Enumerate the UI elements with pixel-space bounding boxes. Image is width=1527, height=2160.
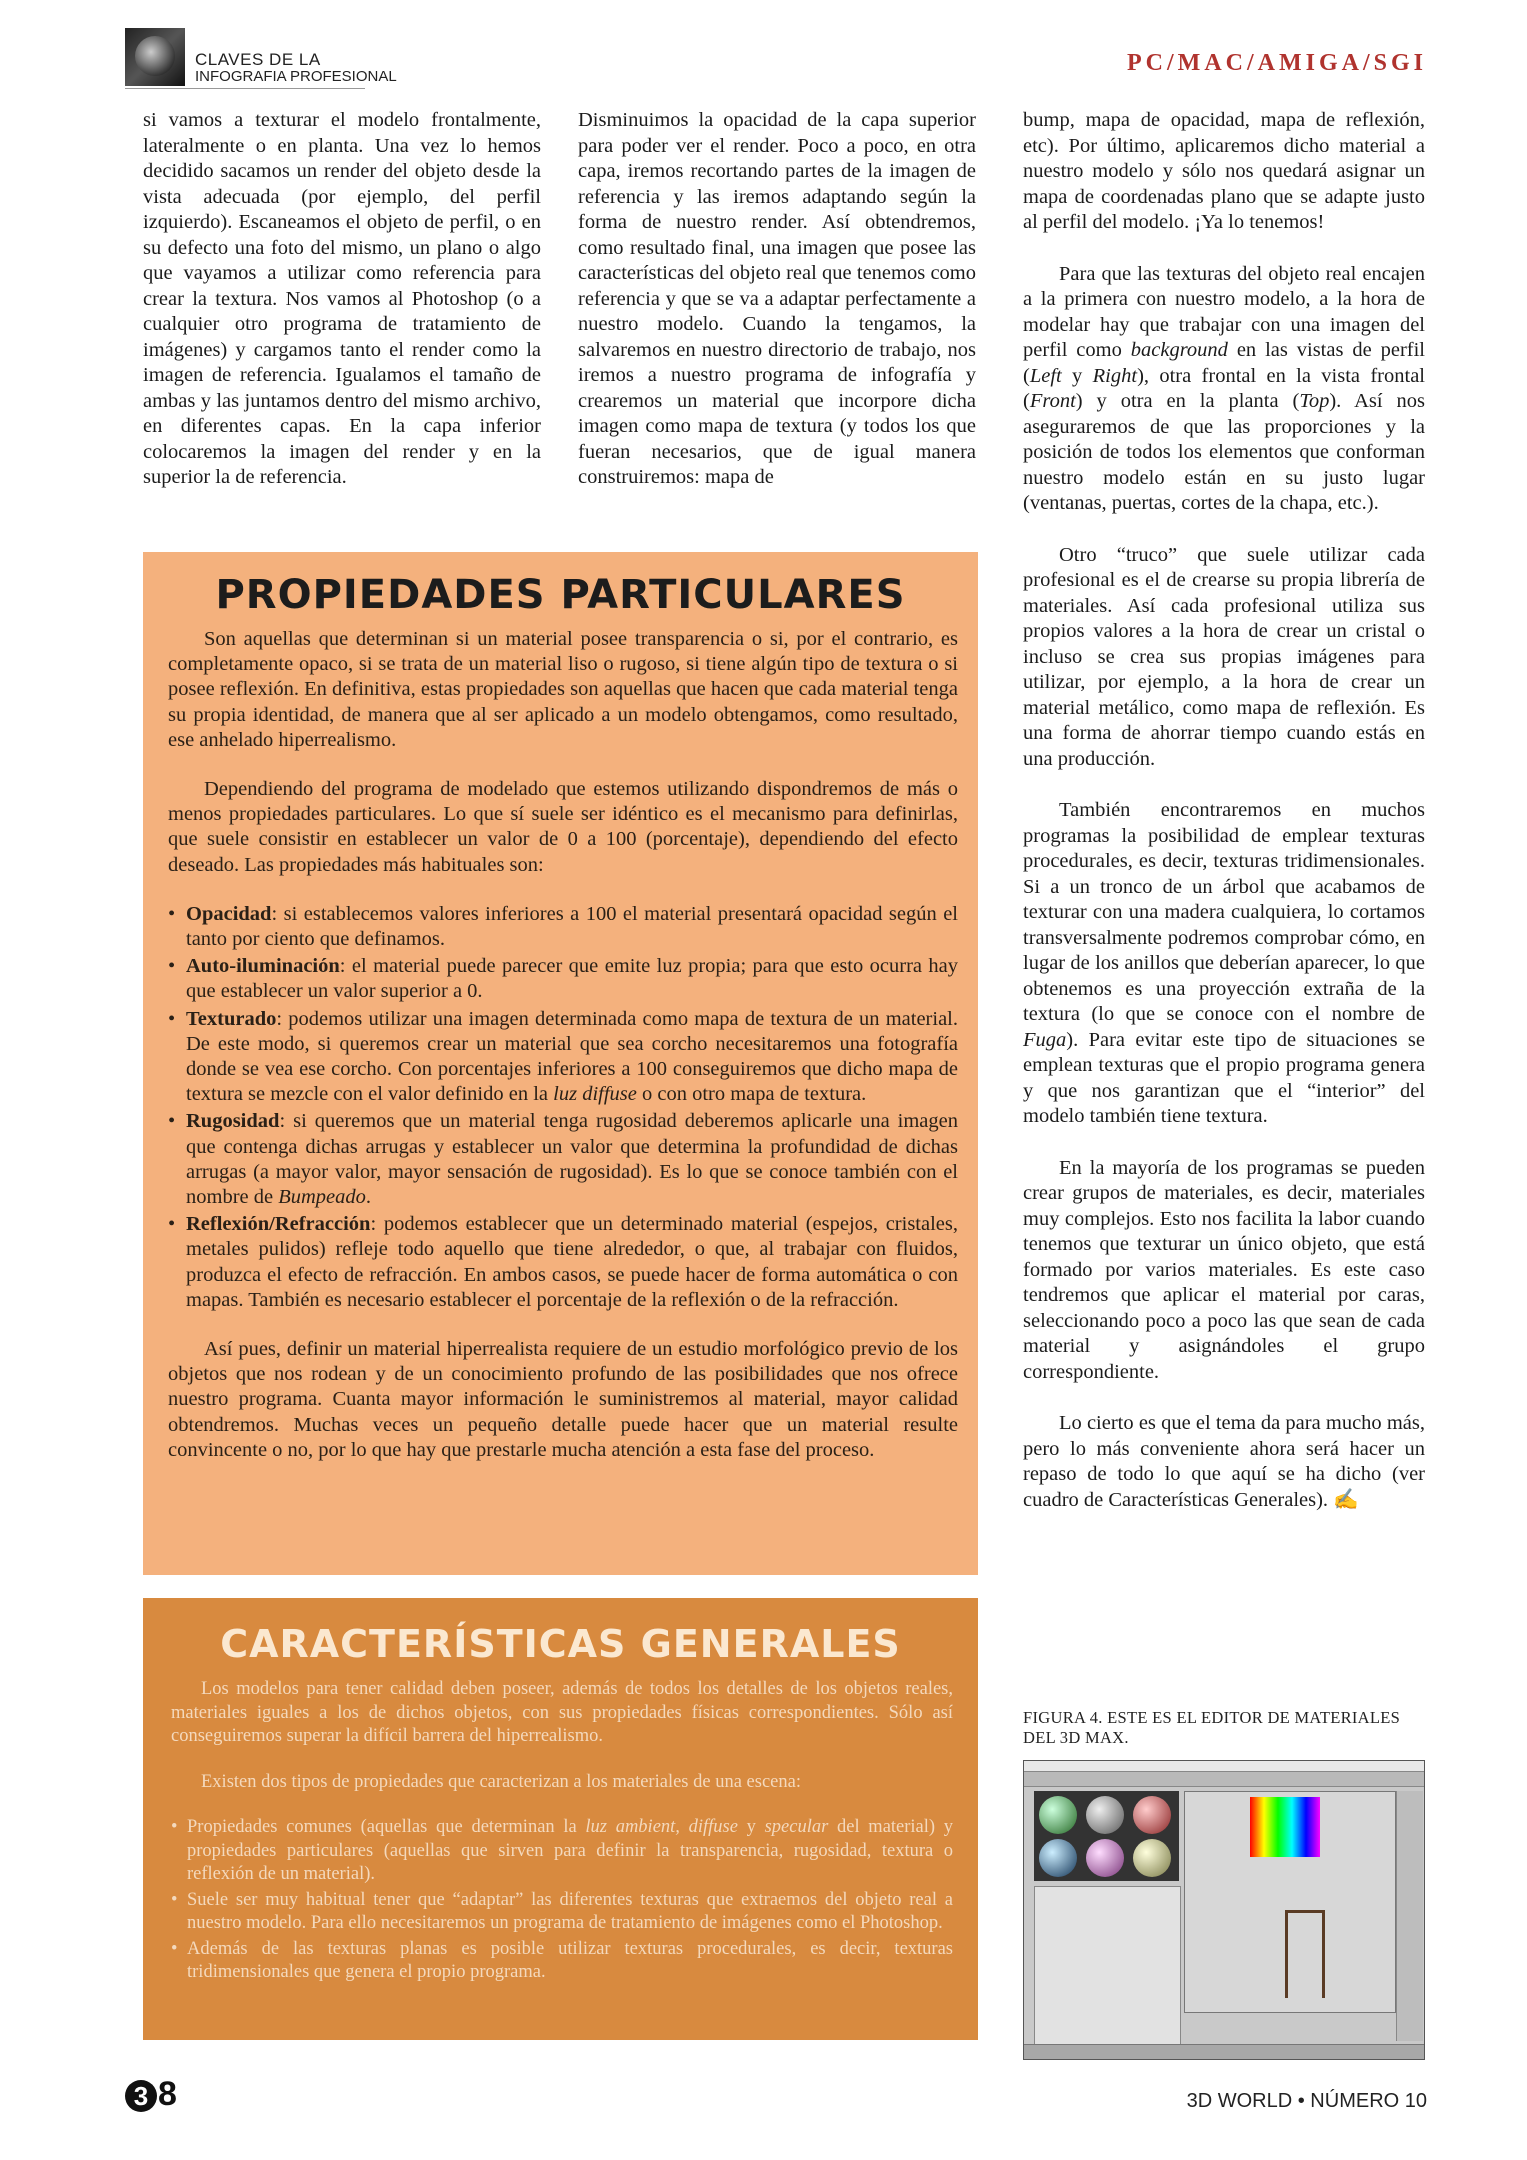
logo-symbol-icon bbox=[135, 36, 175, 76]
page-number-digit: 3 bbox=[125, 2080, 157, 2112]
property-term: Opacidad bbox=[186, 902, 272, 925]
page-number bbox=[125, 2075, 177, 2114]
italic-term: Front bbox=[1029, 390, 1076, 412]
body-paragraph: Otro “truco” que suele utilizar cada profesional es el de crearse su propia librería de materiales. Así cada profesional utiliza sus propios valores a la hora de crear un cristal o incluso se crea sus propias imágenes para utilizar, por ejemplo, a la hora de crear un material metálico, como mapa de reflexión. Es una forma de ahorrar tiempo cuando estás en una producción. bbox=[1023, 543, 1425, 770]
section-subtitle: INFOGRAFIA PROFESIONAL bbox=[195, 68, 397, 85]
list-item bbox=[168, 1212, 958, 1313]
italic-term: specular bbox=[764, 1817, 829, 1837]
section-title: CLAVES DE LA bbox=[195, 50, 321, 69]
text-run: : podemos establecer que un determinado material (espejos, cristales, metales pulidos) refleje todo aquello que tiene alrededor, o que, al trabajar con fluidos, produzca el efecto de refracción. En ambos casos, se puede hacer de forma automática o con mapas. También es necesario establecer el porcentaje de la reflexión o de la refracción. bbox=[186, 1213, 958, 1311]
platform-label: PC/MAC/AMIGA/SGI bbox=[1127, 50, 1427, 76]
text-run: ). Para evitar este tipo de situaciones se emplean texturas que el propio programa genera y que nos garantizan que el “interior” del modelo también tiene textura. bbox=[1023, 1028, 1425, 1127]
body-paragraph bbox=[1023, 262, 1425, 517]
footer-magazine: 3D WORLD • NÚMERO 10 bbox=[1186, 2090, 1427, 2112]
text-run: del material) y propiedades particulares (aquellas que sirven para definir la transparencia, rugosidad, textura o reflexión de un material). bbox=[187, 1817, 954, 1884]
list-item: • Suele ser muy habitual tener que “adaptar” las diferentes texturas que extraemos del objeto real a nuestro modelo. Para ello necesitaremos un programa de tratamiento de imágenes como el Photoshop. bbox=[171, 1889, 953, 1936]
italic-term: Fuga bbox=[1023, 1028, 1067, 1051]
text-run: ). Así nos aseguraremos de que las proporciones y la posición de todos los elementos que conforman nuestro modelo están en su justo lugar (ventanas, puertas, cortes de la chapa, etc.). bbox=[1023, 390, 1425, 514]
section-logo bbox=[125, 28, 185, 86]
box-title: PROPIEDADES PARTICULARES bbox=[215, 572, 906, 618]
figure-screenshot bbox=[1023, 1760, 1425, 2060]
body-paragraph: si vamos a texturar el modelo frontalmente, lateralmente o en planta. Una vez lo hemos decidido sacamos un render del objeto desde la vista adecuada (por ejemplo, del perfil izquierdo). Escaneamos el objeto de perfil, o en su defecto una foto del mismo, un plano o algo que vayamos a utilizar como referencia para crear la textura. Nos vamos al Photoshop (o a cualquier otro programa de tratamiento de imágenes) y cargamos tanto el render como la imagen de referencia. Igualamos el tamaño de ambas y las juntamos dentro del mismo archivo, en diferentes capas. En la capa inferior colocaremos la imagen del render y en la superior la de referencia. bbox=[143, 109, 541, 488]
text-run: Lo cierto es que el tema da para mucho más, pero lo más conveniente ahora será hacer un repaso de todo lo que aquí se ha dicho (ver cuadro de Características Generales). bbox=[1023, 1412, 1425, 1511]
text-run: y bbox=[737, 1817, 765, 1837]
list-item bbox=[168, 954, 958, 1004]
list-item bbox=[171, 1816, 953, 1887]
body-paragraph: Disminuimos la opacidad de la capa superior para poder ver el render. Poco a poco, en otra capa, iremos recortando partes de la imagen de referencia y las iremos adaptando según la forma de nuestro render. Así obtendremos, como resultado final, una imagen que posee las características del objeto real que tenemos como referencia y que se va a adaptar perfectamente a nuestro modelo. Cuando la tengamos, la salvaremos en nuestro directorio de trabajo, nos iremos a nuestro programa de infografía y crearemos un material que incorpore dicha imagen como mapa de textura (y todos los que fueran necesarios, que de igual manera construiremos: mapa de bbox=[578, 109, 976, 488]
text-run: : si queremos que un material tenga rugosidad deberemos aplicarle una imagen que contenga dichas arrugas y establecer un valor que determina la profundidad de dichas arrugas (a mayor valor, mayor sensación de rugosidad). Es lo que se conoce también con el nombre de bbox=[186, 1110, 958, 1209]
screenshot-menubar bbox=[1024, 1761, 1424, 1772]
end-mark-icon: ✍ bbox=[1333, 1488, 1359, 1511]
box-paragraph: Existen dos tipos de propiedades que caracterizan a los materiales de una escena: bbox=[201, 1771, 801, 1792]
sidebar-box-caracteristicas bbox=[143, 1598, 978, 2040]
body-paragraph: bump, mapa de opacidad, mapa de reflexión, etc). Por último, aplicaremos dicho material a nuestro modelo y sólo nos quedará asignar un mapa de coordenadas plano que se adapte justo al perfil del modelo. ¡Ya lo tenemos! bbox=[1023, 109, 1425, 233]
body-paragraph bbox=[1023, 1411, 1425, 1513]
italic-term: Bumpeado bbox=[278, 1186, 366, 1209]
column-1 bbox=[143, 108, 541, 517]
material-sphere bbox=[1133, 1796, 1171, 1834]
text-run: ), otra frontal en la vista frontal ( bbox=[1023, 364, 1425, 412]
material-sphere bbox=[1086, 1839, 1124, 1877]
property-list bbox=[168, 902, 958, 1313]
box-paragraph: Los modelos para tener calidad deben poseer, además de todos los detalles de los objetos reales, materiales iguales a los de dichos objetos, con sus propiedades físicas correspondientes. Sólo así conseguiremos superar la difícil barrera del hiperrealismo. bbox=[171, 1679, 953, 1746]
screenshot-toolbar bbox=[1024, 1772, 1424, 1787]
property-term: Auto-iluminación bbox=[186, 955, 340, 978]
list-item bbox=[168, 1109, 958, 1210]
text-run: o con otro mapa de textura. bbox=[636, 1083, 867, 1106]
property-term: Rugosidad bbox=[186, 1110, 280, 1133]
sidebar-box-propiedades bbox=[143, 552, 978, 1575]
text-run: . bbox=[365, 1186, 372, 1209]
italic-term: Right bbox=[1092, 364, 1138, 387]
figure-caption: FIGURA 4. ESTE ES EL EDITOR DE MATERIALES DEL 3D MAX. bbox=[1023, 1708, 1401, 1747]
box-body bbox=[171, 1678, 953, 1987]
viewport bbox=[1184, 1791, 1396, 2013]
text-run: y bbox=[1061, 364, 1093, 387]
material-slots bbox=[1034, 1791, 1179, 1881]
text-run: : si establecemos valores inferiores a 100 el material presentará opacidad según el tanto por ciento que definamos. bbox=[186, 902, 958, 951]
material-sphere bbox=[1039, 1796, 1077, 1834]
text-run: ) y otra en la planta ( bbox=[1075, 390, 1300, 412]
text-run: en las vistas de perfil ( bbox=[1023, 339, 1425, 387]
italic-term: Top bbox=[1299, 390, 1330, 412]
italic-term: Left bbox=[1029, 364, 1062, 387]
property-term: Reflexión/Refracción bbox=[186, 1213, 371, 1236]
column-2 bbox=[578, 108, 976, 517]
text-run: : el material puede parecer que emite luz propia; para que esto ocurra hay que establecer un valor superior a 0. bbox=[186, 955, 958, 1003]
material-sphere bbox=[1133, 1839, 1171, 1877]
material-rollout bbox=[1034, 1886, 1181, 2048]
column-3 bbox=[1023, 108, 1425, 1539]
box-paragraph: Dependiendo del programa de modelado que estemos utilizando dispondremos de más o menos propiedades particulares. Lo que sí suele ser idéntico es el mecanismo para definirlas, que suele consistir en establecer un valor de 0 a 100 (porcentaje), dependiendo del efecto deseado. Las propiedades más habituales son: bbox=[168, 778, 958, 876]
list-item bbox=[168, 1007, 958, 1108]
text-run: También encontraremos en muchos programas la posibilidad de emplear texturas procedurales, es decir, texturas tridimensionales. Si a un tronco de un árbol que acabamos de texturar con una madera cualquiera, lo cortamos transversalmente podremos comprobar cómo, en lugar de los anillos que deberían aparecer, lo que obtenemos es una proyección extraña de la textura (lo que se conoce con el nombre de bbox=[1023, 799, 1425, 1025]
italic-term: luz ambient, diffuse bbox=[585, 1817, 738, 1837]
material-sphere bbox=[1086, 1796, 1124, 1834]
italic-term: luz diffuse bbox=[553, 1083, 637, 1106]
status-bar bbox=[1024, 2044, 1424, 2059]
command-panel bbox=[1396, 1791, 1423, 2041]
text-run: Para que las texturas del objeto real encajen a la primera con nuestro modelo, a la hora de modelar hay que trabajar con una imagen del perfil como bbox=[1023, 262, 1425, 361]
material-sphere bbox=[1039, 1839, 1077, 1877]
feature-list bbox=[171, 1816, 953, 1985]
box-paragraph: Así pues, definir un material hiperrealista requiere de un estudio morfológico previo de los objetos que nos rodean y de un conocimiento profundo de las posibilidades que nos ofrece nuestro programa. Cuanta mayor información le suministremos al material, mayor calidad obtendremos. Muchas veces un pequeño detalle puede hacer que un material resulte convincente o no, por lo que hay que prestarle mucha atención a esta fase del proceso. bbox=[168, 1338, 958, 1461]
italic-term: background bbox=[1130, 339, 1228, 361]
chair-model-icon bbox=[1285, 1910, 1325, 1998]
list-item: • Además de las texturas planas es posible utilizar texturas procedurales, es decir, texturas tridimensionales que genera el propio programa. bbox=[171, 1938, 953, 1985]
box-body bbox=[168, 627, 958, 1487]
body-paragraph: En la mayoría de los programas se pueden crear grupos de materiales, es decir, materiales muy complejos. Esto nos facilita la labor cuando tenemos que texturar un único objeto, que está formado por varios materiales. Es este caso tendremos que aplicar el material por caras, seleccionando poco a poco las que sean de cada material y asignándoles el grupo correspondiente. bbox=[1023, 1156, 1425, 1383]
color-picker bbox=[1250, 1797, 1320, 1857]
box-paragraph: Son aquellas que determinan si un material posee transparencia o si, por el contrario, es completamente opaco, si se trata de un material liso o rugoso, si tiene algún tipo de textura o si posee reflexión. En definitiva, estas propiedades son aquellas que hacen que cada material tenga su propia identidad, de manera que al ser aplicado a un modelo obtengamos, como resultado, ese anhelado hiperrealismo. bbox=[168, 628, 958, 751]
header-rule bbox=[125, 88, 365, 89]
text-run: Propiedades comunes (aquellas que determinan la bbox=[187, 1817, 586, 1837]
page-number-rest: 8 bbox=[158, 2075, 177, 2113]
list-item bbox=[168, 902, 958, 952]
text-run: : podemos utilizar una imagen determinada como mapa de textura de un material. De este modo, si queremos crear un material que sea corcho necesitaremos una fotografía donde se vea ese corcho. Con porcentajes inferiores a 100 conseguiremos que dicho mapa de textura se mezcle con el valor definido en la bbox=[186, 1007, 958, 1106]
box-title: CARACTERÍSTICAS GENERALES bbox=[220, 1622, 901, 1666]
body-paragraph bbox=[1023, 798, 1425, 1130]
property-term: Texturado bbox=[186, 1007, 277, 1030]
